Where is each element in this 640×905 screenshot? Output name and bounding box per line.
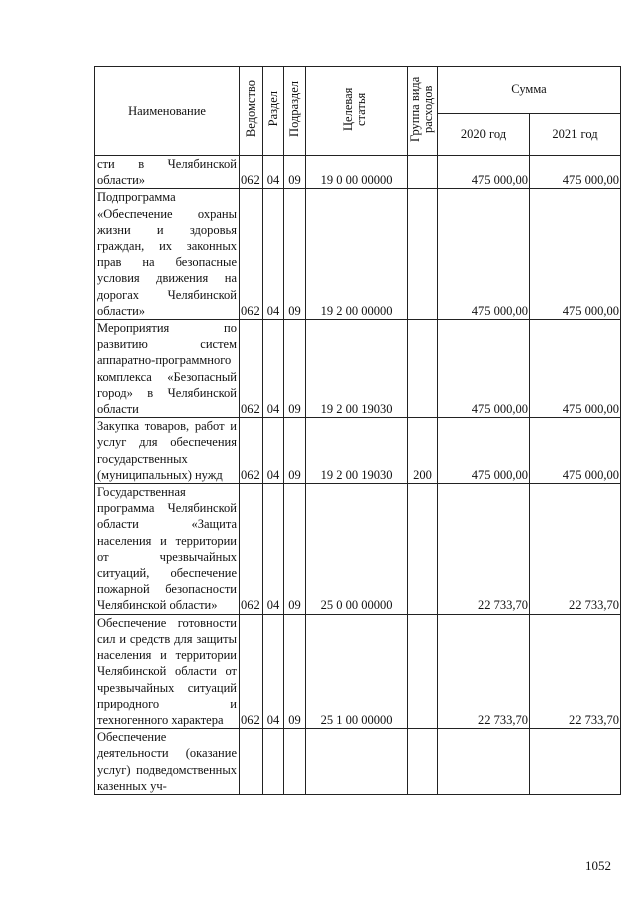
- row-razdel: 04: [263, 614, 284, 728]
- row-podrazdel: 09: [284, 484, 306, 615]
- table-row: [95, 320, 621, 418]
- row-ved: 062: [240, 189, 263, 320]
- row-target: 19 0 00 00000: [306, 156, 408, 189]
- row-name: Подпрограмма «Обеспечение охраны жизни и здоровья граждан, их законных прав на безопасные условия движения на дорогах Челябинской области»: [95, 189, 240, 320]
- row-target: 25 0 00 00000: [306, 484, 408, 615]
- row-group: [408, 156, 438, 189]
- row-ved: [240, 729, 263, 795]
- row-razdel: 04: [263, 189, 284, 320]
- table-row: [95, 729, 621, 795]
- row-podrazdel: [284, 729, 306, 795]
- row-podrazdel: 09: [284, 320, 306, 418]
- row-group: [408, 614, 438, 728]
- row-target: 19 2 00 00000: [306, 189, 408, 320]
- row-ved: 062: [240, 320, 263, 418]
- row-target: 25 1 00 00000: [306, 614, 408, 728]
- row-target: 19 2 00 19030: [306, 418, 408, 484]
- row-2021: 22 733,70: [530, 484, 621, 615]
- row-group: [408, 320, 438, 418]
- row-2020: 475 000,00: [438, 156, 530, 189]
- row-podrazdel: 09: [284, 156, 306, 189]
- header-ved: Ведомство: [240, 67, 263, 156]
- table-row: [95, 614, 621, 728]
- page-number: 1052: [585, 858, 611, 873]
- row-podrazdel: 09: [284, 614, 306, 728]
- row-2021: 475 000,00: [530, 320, 621, 418]
- row-razdel: 04: [263, 418, 284, 484]
- row-target: [306, 729, 408, 795]
- row-razdel: 04: [263, 320, 284, 418]
- table-row: [95, 156, 621, 189]
- row-ved: 062: [240, 418, 263, 484]
- row-podrazdel: 09: [284, 189, 306, 320]
- row-ved: 062: [240, 156, 263, 189]
- row-name: Обеспечение деятельности (оказание услуг) подведомственных казенных уч-: [95, 729, 240, 795]
- header-razdel: Раздел: [263, 67, 284, 156]
- header-year-2021: 2021 год: [530, 113, 621, 155]
- table-row: [95, 484, 621, 615]
- budget-table-page: [94, 66, 620, 850]
- row-podrazdel: 09: [284, 418, 306, 484]
- header-target: Целевая статья: [306, 67, 408, 156]
- header-year-2020: 2020 год: [438, 113, 530, 155]
- row-2020: 475 000,00: [438, 189, 530, 320]
- row-ved: 062: [240, 614, 263, 728]
- row-group: [408, 484, 438, 615]
- row-ved: 062: [240, 484, 263, 615]
- row-2021: 22 733,70: [530, 614, 621, 728]
- row-2020: 22 733,70: [438, 484, 530, 615]
- row-razdel: 04: [263, 156, 284, 189]
- budget-table: [94, 66, 621, 795]
- row-name: Обеспечение готовности сил и средств для защиты населения и территории Челябинской области от чрезвычайных ситуаций природного и техногенного характера: [95, 614, 240, 728]
- row-name: Государственная программа Челябинской области «Защита населения и территории от чрезвычайных ситуаций, обеспечение пожарной безопасности Челябинской области»: [95, 484, 240, 615]
- row-group: [408, 189, 438, 320]
- row-name: Мероприятия по развитию систем аппаратно-программного комплекса «Безопасный город» в Челябинской области: [95, 320, 240, 418]
- row-2020: [438, 729, 530, 795]
- row-2020: 475 000,00: [438, 418, 530, 484]
- row-target: 19 2 00 19030: [306, 320, 408, 418]
- header-group: Группа вида расходов: [408, 67, 438, 156]
- header-podrazdel: Подраздел: [284, 67, 306, 156]
- header-name: Наименование: [95, 67, 240, 156]
- row-name: Закупка товаров, работ и услуг для обеспечения государственных (муниципальных) нужд: [95, 418, 240, 484]
- table-row: [95, 189, 621, 320]
- row-group: [408, 729, 438, 795]
- row-razdel: [263, 729, 284, 795]
- row-2021: 475 000,00: [530, 189, 621, 320]
- row-2021: [530, 729, 621, 795]
- row-name: сти в Челябинской области»: [95, 156, 240, 189]
- row-2021: 475 000,00: [530, 156, 621, 189]
- row-2020: 22 733,70: [438, 614, 530, 728]
- row-2021: 475 000,00: [530, 418, 621, 484]
- header-sum: Сумма: [438, 67, 621, 114]
- row-razdel: 04: [263, 484, 284, 615]
- row-2020: 475 000,00: [438, 320, 530, 418]
- table-row: [95, 418, 621, 484]
- row-group: 200: [408, 418, 438, 484]
